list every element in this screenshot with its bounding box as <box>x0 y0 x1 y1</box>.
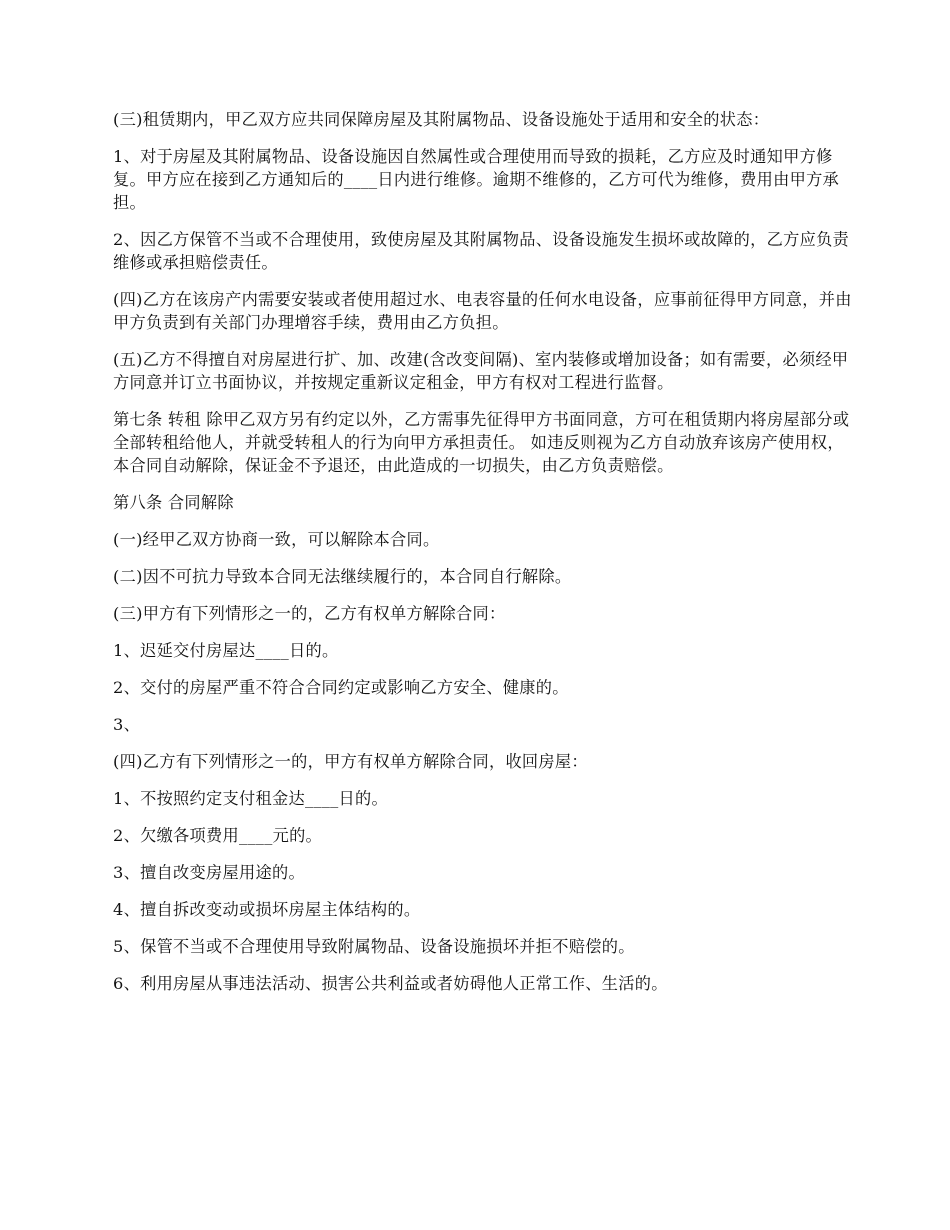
tenant-breach-item-4: 4、擅自拆改变动或损坏房屋主体结构的。 <box>113 900 421 919</box>
article-8-item-3: (三)甲方有下列情形之一的，乙方有权单方解除合同： <box>113 604 506 623</box>
document-body <box>113 108 853 1009</box>
article-8-item-2: (二)因不可抗力导致本合同无法继续履行的，本合同自行解除。 <box>113 567 572 586</box>
tenant-breach-item-2: 2、欠缴各项费用____元的。 <box>113 826 323 845</box>
tenant-breach-item-3: 3、擅自改变房屋用途的。 <box>113 863 305 882</box>
landlord-breach-item-2: 2、交付的房屋严重不符合合同约定或影响乙方安全、健康的。 <box>113 678 569 697</box>
clause-3-maintenance: (三)租赁期内，甲乙双方应共同保障房屋及其附属物品、设备设施处于适用和安全的状态： <box>113 110 770 129</box>
tenant-breach-item-5: 5、保管不当或不合理使用导致附属物品、设备设施损坏并拒不赔偿的。 <box>113 937 635 956</box>
clause-3-item-2: 2、因乙方保管不当或不合理使用，致使房屋及其附属物品、设备设施发生损坏或故障的，乙方应负责维修或承担赔偿责任。 <box>113 230 850 272</box>
article-8-heading: 第八条 合同解除 <box>113 493 234 512</box>
landlord-breach-item-3: 3、 <box>113 715 141 734</box>
clause-4-equipment: (四)乙方在该房产内需要安装或者使用超过水、电表容量的任何水电设备，应事前征得甲方同意，并由甲方负责到有关部门办理增容手续，费用由乙方负担。 <box>113 290 852 332</box>
article-7-sublease: 第七条 转租 除甲乙双方另有约定以外，乙方需事先征得甲方书面同意，方可在租赁期内将房屋部分或全部转租给他人，并就受转租人的行为向甲方承担责任。 如违反则视为乙方自动放弃该房产使用权，本合同自动解除，保证金不予退还，由此造成的一切损失，由乙方负责赔偿。 <box>113 410 850 475</box>
tenant-breach-item-6: 6、利用房屋从事违法活动、损害公共利益或者妨碍他人正常工作、生活的。 <box>113 974 668 993</box>
clause-5-renovation: (五)乙方不得擅自对房屋进行扩、加、改建(含改变间隔)、室内装修或增加设备；如有需要，必须经甲方同意并订立书面协议，并按规定重新议定租金，甲方有权对工程进行监督。 <box>113 350 849 392</box>
article-8-item-1: (一)经甲乙双方协商一致，可以解除本合同。 <box>113 530 440 549</box>
landlord-breach-item-1: 1、迟延交付房屋达____日的。 <box>113 641 339 660</box>
clause-3-item-1: 1、对于房屋及其附属物品、设备设施因自然属性或合理使用而导致的损耗，乙方应及时通知甲方修复。甲方应在接到乙方通知后的____日内进行维修。逾期不维修的，乙方可代为维修，费用由甲方承担。 <box>113 147 840 212</box>
tenant-breach-item-1: 1、不按照约定支付租金达____日的。 <box>113 789 388 808</box>
article-8-item-4: (四)乙方有下列情形之一的，甲方有权单方解除合同，收回房屋： <box>113 752 588 771</box>
